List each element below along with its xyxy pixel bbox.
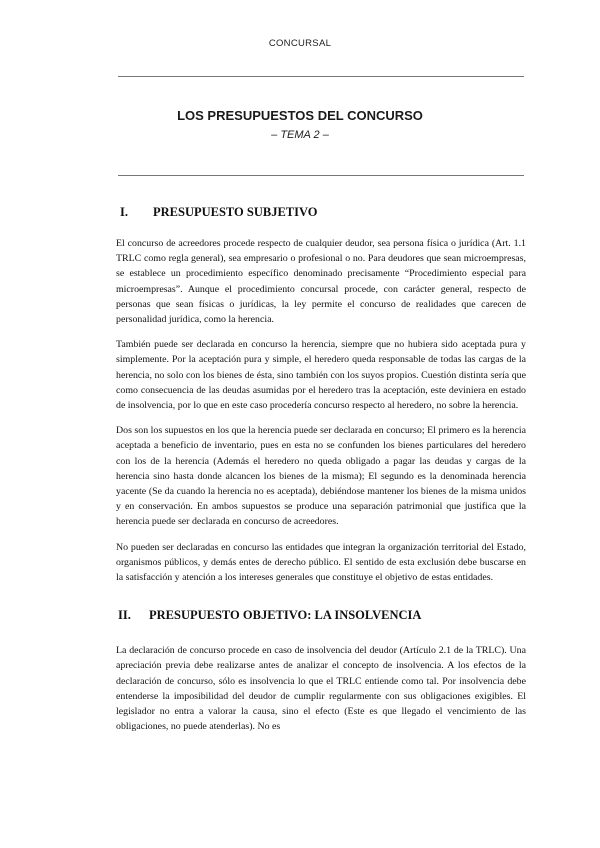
section-number: I. bbox=[120, 205, 128, 219]
paragraph: La declaración de concurso procede en caso de insolvencia del deudor (Artículo 2.1 de la TRLC). Una apreciación previa debe realizarse antes de analizar el concepto de insolvencia. A los efectos de la declaración de concurso, sólo es insolvencia lo que el TRLC entiende como tal. Por insolvencia debe entenderse la imposibilidad del deudor de cumplir regularmente con sus obligaciones exigibles. El legislador no entra a valorar la causa, sino el efecto (Este es que llegado el vencimiento de las obligaciones, no puede atenderlas). No es bbox=[116, 645, 526, 733]
section-title: PRESUPUESTO SUBJETIVO bbox=[153, 205, 318, 219]
paragraph: No pueden ser declaradas en concurso las entidades que integran la organización territorial del Estado, organismos públicos, y demás entes de derecho público. El sentido de esta exclusión debe buscarse en la satisfacción y atención a los intereses generales que constituye el objetivo de estas entidades. bbox=[116, 541, 526, 584]
section-title: PRESUPUESTO OBJETIVO: LA INSOLVENCIA bbox=[149, 608, 422, 623]
document-title: LOS PRESUPUESTOS DEL CONCURSO bbox=[177, 108, 423, 123]
paragraph: El concurso de acreedores procede respecto de cualquier deudor, sea persona física o jurídica (Art. 1.1 TRLC como regla general), sea empresario o profesional o no. Para deudores que sean microempresas, se establece un procedimiento específico denominado precisamente “Procedimiento especial para microempresas”. Aunque el procedimiento concursal procede, con carácter general, respecto de personas que sean físicas o jurídicas, la ley permite el concurso de realidades que carecen de personalidad jurídica, como la herencia. bbox=[116, 238, 526, 326]
document-subtitle: – TEMA 2 – bbox=[271, 129, 329, 141]
paragraph: Dos son los supuestos en los que la herencia puede ser declarada en concurso; El primero es la herencia aceptada a beneficio de inventario, pues en esta no se confunden los bienes particulares del heredero con los de la herencia (Además el heredero no queda obligado a pagar las deudas y cargas de la herencia sino hasta donde alcancen los bienes de la misma); El segundo es la denominada herencia yacente (Se da cuando la herencia no es aceptada), debiéndose mantener los bienes de la misma unidos y en conservación. En ambos supuestos se produce una separación patrimonial que justifica que la herencia puede ser declarada en concurso de acreedores. bbox=[116, 425, 526, 528]
bottom-divider bbox=[118, 175, 524, 176]
running-header: CONCURSAL bbox=[268, 38, 332, 49]
top-divider bbox=[118, 76, 524, 77]
document-body bbox=[116, 204, 526, 744]
section-number: II. bbox=[118, 608, 131, 623]
section-heading-subjective bbox=[116, 204, 526, 220]
section-heading-objective bbox=[116, 607, 526, 623]
paragraph: También puede ser declarada en concurso la herencia, siempre que no hubiera sido aceptada pura y simplemente. Por la aceptación pura y simple, el heredero queda responsable de todas las cargas de la herencia, no solo con los bienes de ésta, sino también con los suyos propios. Cuestión distinta sería que como consecuencia de las deudas asumidas por el heredero tras la aceptación, este deviniera en estado de insolvencia, por lo que en este caso procedería concurso respecto al heredero, no sobre la herencia. bbox=[116, 339, 526, 412]
